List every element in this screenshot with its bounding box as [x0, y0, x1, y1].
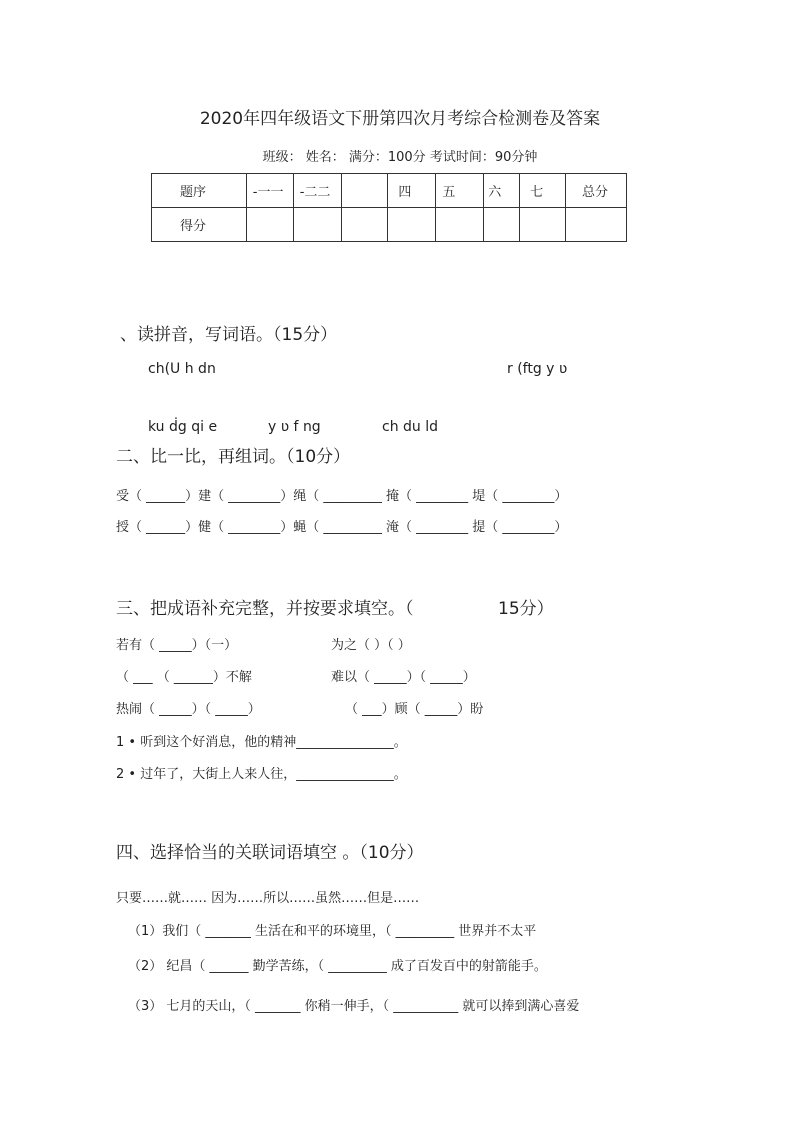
conjunction-item: （3） 七月的天山，（ _______ 你稍一伸手，（ __________ 就可以捧到满心喜爱	[128, 999, 580, 1014]
score-cell-empty	[293, 208, 341, 242]
score-cell-header: 七	[520, 174, 566, 208]
fill-question: 2 • 过年了，大街上人来人往，_______________。	[116, 767, 407, 782]
score-cell-header	[341, 174, 388, 208]
fill-question: 1 • 听到这个好消息，他的精神_______________。	[116, 735, 407, 750]
score-cell-header: 五	[436, 174, 484, 208]
score-cell-empty	[246, 208, 293, 242]
compare-row: 授（ ______）健（ ________）蝇（ _________ 淹（ ________ 提（ ________）	[116, 520, 568, 535]
score-cell-empty	[566, 208, 627, 242]
section3-heading-score: 15分）	[498, 599, 554, 619]
score-cell-header: -一一	[246, 174, 293, 208]
section1-heading: 、读拼音，写词语。（15分）	[120, 325, 338, 345]
pinyin-item: ku ḋg qi e	[148, 419, 218, 435]
pinyin-item: y ʋ f ng	[268, 419, 321, 435]
section4-heading: 四、选择恰当的关联词语填空 。（10分）	[116, 843, 424, 863]
score-table-score-row	[152, 208, 627, 242]
compare-row: 受（ ______）建（ ________）绳（ _________ 掩（ ________ 堤（ ________）	[116, 489, 568, 504]
pinyin-item: ch du ld	[382, 419, 439, 435]
idiom-item: 难以（ _____）（ _____）	[331, 670, 476, 685]
conjunction-item: （2） 纪昌（ ______ 勤学苦练，（ _________ 成了百发百中的射箭能手。	[128, 959, 547, 974]
score-cell-header: 题序	[152, 174, 247, 208]
score-table	[151, 173, 627, 242]
idiom-item: （ ___）顾（ _____）盼	[345, 702, 484, 717]
score-cell-empty	[520, 208, 566, 242]
score-cell-label: 得分	[152, 208, 247, 242]
score-cell-empty	[388, 208, 436, 242]
exam-title: 2020年四年级语文下册第四次月考综合检测卷及答案	[199, 109, 601, 129]
score-cell-header: 总分	[566, 174, 627, 208]
idiom-item: 热闹（ _____）（ _____）	[116, 702, 261, 717]
pinyin-item: ch(U h dn	[148, 361, 216, 377]
conjunction-options: 只要……就…… 因为……所以……虽然……但是……	[116, 891, 420, 906]
section3-heading: 三、把成语补充完整，并按要求填空。（	[116, 599, 414, 619]
score-cell-header: 四	[388, 174, 436, 208]
idiom-item: （ ___ （ ______）不解	[116, 670, 252, 685]
section2-heading: 二、比一比，再组词。（10分）	[116, 447, 351, 467]
score-cell-empty	[436, 208, 484, 242]
score-cell-header: 六	[484, 174, 520, 208]
conjunction-item: （1）我们（ _______ 生活在和平的环境里，（ _________ 世界并不太平	[128, 924, 537, 939]
score-cell-header: -二二	[293, 174, 341, 208]
exam-subtitle: 班级： 姓名： 满分：100分 考试时间：90分钟	[262, 150, 538, 165]
pinyin-item: r (ftg y ʋ	[507, 361, 568, 377]
score-table-header-row	[152, 174, 627, 208]
score-cell-empty	[484, 208, 520, 242]
idiom-item: 为之（ ）（ ）	[331, 638, 411, 653]
score-cell-empty	[341, 208, 388, 242]
idiom-item: 若有（ _____）（一）	[116, 638, 238, 653]
